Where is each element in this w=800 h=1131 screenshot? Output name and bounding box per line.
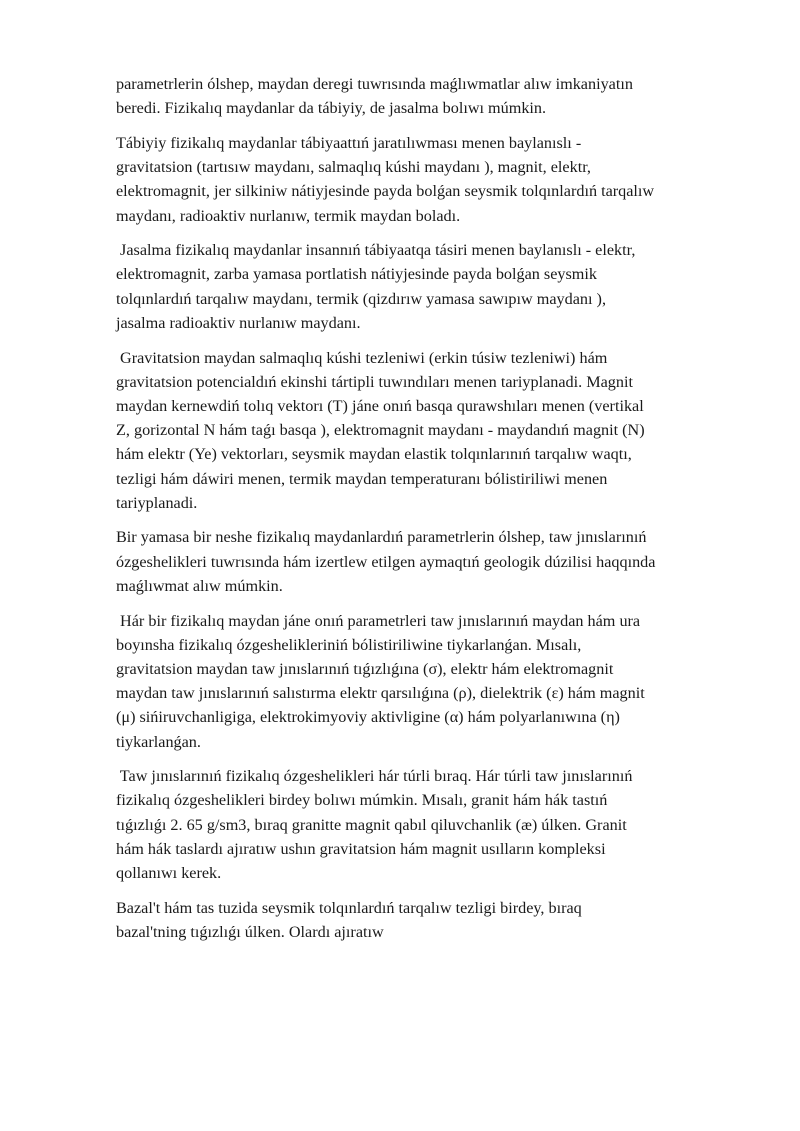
text-line: Taw jınıslarınıń fizikalıq ózgeshelikleri hár túrli bıraq. Hár túrli taw jınıslarınıń: [116, 767, 633, 786]
text-line: beredi. Fizikalıq maydanlar da tábiyiy, de jasalma bolıwı múmkin.: [116, 99, 547, 118]
text-line: qollanıwı kerek.: [116, 864, 222, 883]
text-line: parametrlerin ólshep, maydan deregi tuwrısında maǵlıwmatlar alıw imkaniyatın: [116, 75, 633, 93]
text-line: hám hák taslardı ajıratıw ushın gravitatsion hám magnit usılların kompleksi: [116, 839, 606, 858]
text-line: maydan taw jınıslarınıń salıstırma elektr qarsılıǵına (ρ), dielektrik (ε) hám magnit: [116, 684, 645, 703]
text-line: Tábiyiy fizikalıq maydanlar tábiyaattıń jaratılıwması menen baylanıslı -: [116, 133, 582, 152]
text-line: tolqınlardıń tarqalıw maydanı, termik (qizdırıw yamasa sawıpıw maydanı ),: [116, 289, 606, 308]
text-line: gravitatsion potencialdıń ekinshi tártipli tuwındıları menen tariyplanadi. Magnit: [116, 372, 633, 391]
text-line: ózgeshelikleri tuwrısında hám izertlew etilgen aymaqtıń geologik dúzilisi haqqında: [116, 552, 656, 571]
paragraph: [116, 72, 756, 120]
text-line: Jasalma fizikalıq maydanlar insannıń tábiyaatqa tásiri menen baylanıslı - elektr,: [116, 241, 636, 260]
text-line: jasalma radioaktiv nurlanıw maydanı.: [116, 313, 361, 332]
text-line: Z, gorizontal N hám taǵı basqa ), elektromagnit maydanı - maydandıń magnit (N): [116, 421, 645, 440]
text-line: Bazal't hám tas tuzida seysmik tolqınlardıń tarqalıw tezligi birdey, bıraq: [116, 898, 582, 917]
text-line: Gravitatsion maydan salmaqlıq kúshi tezleniwi (erkin túsiw tezleniwi) hám: [116, 348, 608, 367]
paragraph: [116, 525, 756, 598]
text-line: maǵlıwmat alıw múmkin.: [116, 576, 283, 595]
paragraph: [116, 896, 756, 944]
text-line: tezligi hám dáwiri menen, termik maydan temperaturanı bólistiriliwi menen: [116, 469, 608, 488]
paragraph: [116, 609, 756, 754]
text-line: tiykarlanǵan.: [116, 732, 201, 751]
text-line: Bir yamasa bir neshe fizikalıq maydanlardıń parametrlerin ólshep, taw jınıslarınıń: [116, 528, 647, 547]
text-line: elektromagnit, jer silkiniw nátiyjesinde payda bolǵan seysmik tolqınlardıń tarqalıw: [116, 182, 655, 201]
text-line: bazal'tning tıǵızlıǵı úlken. Olardı ajıratıw: [116, 923, 384, 941]
paragraph: [116, 764, 756, 885]
text-line: boyınsha fizikalıq ózgeshelikleriniń bólistiriliwine tiykarlanǵan. Mısalı,: [116, 635, 582, 654]
paragraph: [116, 238, 756, 335]
text-line: gravitatsion (tartısıw maydanı, salmaqlıq kúshi maydanı ), magnit, elektr,: [116, 158, 591, 177]
text-line: gravitatsion maydan taw jınıslarınıń tıǵızlıǵına (σ), elektr hám elektromagnit: [116, 659, 614, 678]
text-line: fizikalıq ózgeshelikleri birdey bolıwı múmkin. Mısalı, granit hám hák tastıń: [116, 791, 608, 810]
text-line: tariyplanadi.: [116, 493, 198, 512]
paragraph: [116, 346, 756, 515]
text-line: elektromagnit, zarba yamasa portlatish nátiyjesinde payda bolǵan seysmik: [116, 265, 597, 284]
document-page: [116, 72, 756, 955]
text-line: Hár bir fizikalıq maydan jáne onıń parametrleri taw jınıslarınıń maydan hám ura: [116, 611, 641, 630]
text-line: hám elektr (Ye) vektorları, seysmik maydan elastik tolqınlarınıń tarqalıw waqtı,: [116, 445, 632, 464]
text-line: maydanı, radioaktiv nurlanıw, termik maydan boladı.: [116, 206, 461, 225]
paragraph: [116, 131, 756, 228]
text-line: maydan kernewdiń tolıq vektorı (T) jáne onıń basqa qurawshıları menen (vertikal: [116, 396, 644, 415]
text-line: (μ) sińiruvchanligiga, elektrokimyoviy aktivligine (α) hám polyarlanıwına (η): [116, 708, 620, 727]
text-line: tıǵızlıǵı 2. 65 g/sm3, bıraq granitte magnit qabıl qiluvchanlik (æ) úlken. Granit: [116, 815, 627, 834]
